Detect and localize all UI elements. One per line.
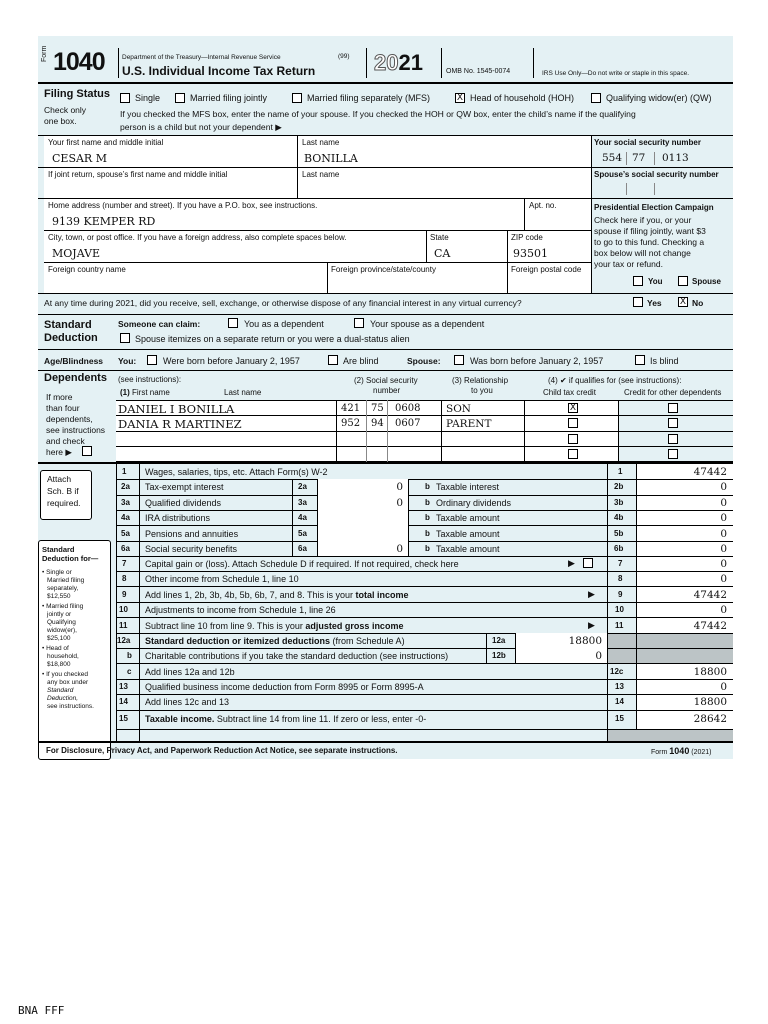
form-1040 — [38, 36, 733, 759]
spouse-born-before-checkbox[interactable] — [454, 355, 464, 365]
line-4b-letter: b — [425, 513, 430, 522]
ssn-part-2[interactable]: 77 — [632, 152, 646, 164]
line-7-number: 7 — [122, 559, 127, 568]
dep-side-3: dependents, — [46, 414, 93, 424]
dependent-1-relationship[interactable]: SON — [446, 403, 471, 415]
standard-deduction-title-2: Deduction — [44, 332, 98, 344]
line-11-box: 11 — [615, 621, 624, 630]
attach-line-1: Attach — [47, 474, 72, 484]
dependent-1-ssn-3[interactable]: 0608 — [395, 403, 421, 414]
line-12c-amount[interactable]: 18800 — [693, 666, 727, 678]
filing-status-subtitle-2: one box. — [44, 116, 77, 126]
line-9-label-a: Add lines 1, 2b, 3b, 4b, 5b, 6b, 7, and 8. This is your — [145, 590, 353, 600]
campaign-text-3: to go to this fund. Checking a — [594, 237, 705, 247]
line-12a-box: 12a — [492, 636, 506, 645]
line-12a-amount[interactable]: 18800 — [568, 635, 602, 647]
line-9-label-b: total income — [355, 590, 409, 600]
dependent-2-ssn-3[interactable]: 0607 — [395, 418, 421, 429]
omb-number: OMB No. 1545-0074 — [446, 68, 511, 75]
sd-line-2: Married filing — [47, 577, 85, 584]
dependent-4-odc-checkbox[interactable] — [668, 449, 678, 459]
sd-title-2: Deduction for— — [42, 554, 99, 563]
dependent-3-ctc-checkbox[interactable] — [568, 434, 578, 444]
dependent-2-ssn-2[interactable]: 94 — [371, 418, 384, 429]
dep-side-2: than four — [46, 403, 80, 413]
line-2a-number: 2a — [121, 482, 130, 491]
age-spouse-label: Spouse: — [407, 356, 441, 366]
line-6b-letter: b — [425, 544, 430, 553]
form-word: Form — [41, 45, 48, 62]
street-input[interactable]: 9139 KEMPER RD — [52, 215, 156, 228]
line-15-label-b: Subtract line 14 from line 11. If zero or less, enter -0- — [216, 714, 427, 724]
sd-line-11: household, — [47, 653, 79, 660]
spouse-first-name-label: If joint return, spouse’s first name and middle initial — [48, 170, 228, 179]
sd-line-15: Standard — [47, 687, 74, 694]
age-blindness-title: Age/Blindness — [44, 356, 104, 366]
campaign-text-5: your tax or refund. — [594, 259, 663, 269]
line-10-number: 10 — [119, 605, 128, 614]
spouse-as-dependent-checkbox[interactable] — [354, 318, 364, 328]
line-1-label: Wages, salaries, tips, etc. Attach Form(s) W-2 — [145, 467, 328, 477]
dependent-1-ssn-1[interactable]: 421 — [341, 403, 361, 414]
line-13-label: Qualified business income deduction from Form 8995 or Form 8995-A — [145, 682, 424, 692]
sd-line-17: see instructions. — [47, 703, 94, 710]
line-15-label-a: Taxable income. — [145, 714, 215, 724]
virtual-yes-label: Yes — [647, 298, 662, 308]
line-12c-letter: c — [127, 667, 132, 676]
ssn-label: Your social security number — [594, 138, 701, 147]
line-11-number: 11 — [119, 621, 128, 630]
line-3a-number: 3a — [121, 498, 130, 507]
line-11-label — [145, 621, 403, 631]
city-input[interactable]: MOJAVE — [52, 247, 101, 260]
foreign-address-area — [44, 263, 591, 293]
city-label: City, town, or post office. If you have a foreign address, also complete spaces below. — [48, 233, 347, 242]
spouse-born-before-label: Was born before January 2, 1957 — [470, 356, 604, 366]
filing-status-title: Filing Status — [44, 88, 110, 100]
campaign-text-1: Check here if you, or your — [594, 215, 692, 225]
you-born-before-label: Were born before January 2, 1957 — [163, 356, 300, 366]
dep-col4-header: (4) ✔ if qualifies for (see instructions): — [548, 376, 682, 385]
line-9-number: 9 — [122, 590, 127, 599]
dep-side-1: If more — [46, 392, 73, 402]
sd-line-7: Qualifying — [47, 619, 76, 626]
line-2b-amount[interactable]: 0 — [720, 481, 727, 493]
line-3a-box: 3a — [298, 498, 307, 507]
spouse-as-dependent-label: Your spouse as a dependent — [370, 319, 485, 329]
single-checkbox[interactable] — [120, 93, 130, 103]
line-5a-label: Pensions and annuities — [145, 529, 239, 539]
line-1-box: 1 — [618, 467, 623, 476]
attach-line-2: Sch. B if — [47, 486, 79, 496]
line-4a-box: 4a — [298, 513, 307, 522]
line-2a-label: Tax-exempt interest — [145, 482, 224, 492]
line-5b-letter: b — [425, 529, 430, 538]
someone-can-claim: Someone can claim: — [118, 319, 201, 329]
sd-line-13: • If you checked — [42, 671, 88, 678]
dependent-1-ssn-2[interactable]: 75 — [371, 403, 384, 414]
campaign-title: Presidential Election Campaign — [594, 203, 714, 212]
married-jointly-checkbox[interactable] — [175, 93, 185, 103]
you-as-dependent-checkbox[interactable] — [228, 318, 238, 328]
line-4b-label: Taxable amount — [436, 513, 500, 523]
apt-label: Apt. no. — [529, 201, 557, 210]
bottom-code: BNA FFF — [18, 1004, 65, 1017]
campaign-you-label: You — [648, 277, 663, 286]
dependent-4-ctc-checkbox[interactable] — [568, 449, 578, 459]
sd-line-1: • Single or — [42, 569, 72, 576]
standard-deduction-box — [38, 540, 111, 760]
spouse-itemizes-checkbox[interactable] — [120, 333, 130, 343]
line-10-amount[interactable]: 0 — [720, 604, 727, 616]
line-15-amount[interactable]: 28642 — [693, 713, 727, 725]
line-10-label: Adjustments to income from Schedule 1, line 26 — [145, 605, 336, 615]
sd-line-14: any box under — [47, 679, 89, 686]
line-3b-label: Ordinary dividends — [436, 498, 512, 508]
spouse-blind-label: Is blind — [650, 356, 679, 366]
first-name-label: Your first name and middle initial — [48, 138, 164, 147]
spouse-itemizes-label: Spouse itemizes on a separate return or you were a dual-status alien — [135, 334, 410, 344]
married-separately-label: Married filing separately (MFS) — [307, 93, 431, 103]
sd-line-9: $25,100 — [47, 635, 71, 642]
you-blind-checkbox[interactable] — [328, 355, 338, 365]
sd-line-6: jointly or — [47, 611, 72, 618]
line-3b-letter: b — [425, 498, 430, 507]
line-2a-amount[interactable]: 0 — [396, 481, 403, 493]
dep-col2b-header: number — [373, 386, 401, 395]
year-suffix: 21 — [398, 50, 423, 75]
line-12c-box: 12c — [610, 667, 624, 676]
dep-col3b-header: to you — [471, 386, 493, 395]
foreign-postal-label: Foreign postal code — [511, 265, 582, 274]
line-7-checkbox[interactable] — [583, 558, 593, 568]
line-8-amount[interactable]: 0 — [720, 573, 727, 585]
line-8-box: 8 — [618, 574, 623, 583]
dependent-2-ctc-checkbox[interactable] — [568, 418, 578, 428]
attach-line-3: required. — [47, 498, 81, 508]
line-3b-box: 3b — [614, 498, 624, 507]
filing-status-subtitle-1: Check only — [44, 105, 87, 115]
dependent-2-odc-checkbox[interactable] — [668, 418, 678, 428]
sd-line-8: widow(er), — [47, 627, 77, 634]
dep-side-5: and check — [46, 436, 85, 446]
line-6a-label: Social security benefits — [145, 544, 238, 554]
line-10-box: 10 — [615, 605, 624, 614]
married-separately-checkbox[interactable] — [292, 93, 302, 103]
line-9-label — [145, 590, 409, 600]
line-4b-box: 4b — [614, 513, 624, 522]
line-5a-number: 5a — [121, 529, 130, 538]
more-dependents-checkbox[interactable] — [82, 446, 92, 456]
form-title: U.S. Individual Income Tax Return — [122, 64, 316, 78]
disclosure-notice: For Disclosure, Privacy Act, and Paperwork Reduction Act Notice, see separate instructions. — [46, 746, 398, 755]
line-13-number: 13 — [119, 682, 128, 691]
line-12a-number: 12a — [117, 636, 131, 645]
department-text: Department of the Treasury—Internal Revenue Service — [122, 54, 281, 61]
filing-status-note-2: person is a child but not your dependent ▶ — [120, 122, 282, 132]
you-blind-label: Are blind — [343, 356, 379, 366]
dependent-1-odc-checkbox[interactable] — [668, 403, 678, 413]
line-12c-label: Add lines 12a and 12b — [145, 667, 235, 677]
line-6a-box: 6a — [298, 544, 307, 553]
line-13-box: 13 — [615, 682, 624, 691]
line-12b-letter: b — [127, 651, 132, 660]
last-name-label: Last name — [302, 138, 340, 147]
year-prefix: 20 — [374, 50, 399, 75]
line-4a-number: 4a — [121, 513, 130, 522]
filing-status-note-1: If you checked the MFS box, enter the name of your spouse. If you checked the HOH or QW box, enter the child’s name if the qualifying — [120, 109, 636, 119]
head-of-household-checkbox[interactable]: X — [456, 93, 464, 103]
line-13-amount[interactable]: 0 — [720, 681, 727, 693]
line-8-number: 8 — [122, 574, 127, 583]
state-input[interactable]: CA — [434, 247, 451, 260]
line-14-box: 14 — [615, 697, 624, 706]
line-15-label — [145, 714, 426, 724]
line-5b-box: 5b — [614, 529, 624, 538]
dependent-2-ssn-1[interactable]: 952 — [341, 418, 361, 429]
spouse-last-name-label: Last name — [302, 170, 340, 179]
footer-form-year: (2021) — [691, 749, 712, 756]
line-5b-label: Taxable amount — [436, 529, 500, 539]
foreign-country-label: Foreign country name — [48, 265, 126, 274]
line-12b-amount[interactable]: 0 — [595, 650, 602, 662]
zip-label: ZIP code — [511, 233, 543, 242]
you-born-before-checkbox[interactable] — [147, 355, 157, 365]
single-label: Single — [135, 93, 161, 103]
ssn-part-3[interactable]: 0113 — [662, 152, 689, 164]
sd-line-3: separately, — [47, 585, 79, 592]
sd-line-16: Deduction, — [47, 695, 79, 702]
line-2b-box: 2b — [614, 482, 624, 491]
you-as-dependent-label: You as a dependent — [244, 319, 324, 329]
dependent-2-name[interactable]: DANIA R MARTINEZ — [118, 417, 242, 431]
line-1-number: 1 — [122, 467, 127, 476]
line-9-box: 9 — [618, 590, 623, 599]
attach-sch-b-note — [40, 470, 92, 520]
form-code: (99) — [338, 53, 350, 60]
line-11-label-a: Subtract line 10 from line 9. This is your — [145, 621, 303, 631]
virtual-currency-question: At any time during 2021, did you receive, sell, exchange, or otherwise dispose of any financial interest in any virtual currency? — [44, 298, 522, 308]
first-name-input[interactable]: CESAR M — [52, 152, 107, 165]
line-11-label-b: adjusted gross income — [305, 621, 404, 631]
line-3a-label: Qualified dividends — [145, 498, 222, 508]
campaign-you-checkbox[interactable] — [633, 276, 643, 286]
line-6a-amount[interactable]: 0 — [396, 543, 403, 555]
shaded-bottom-cell — [607, 729, 733, 741]
line-8-label: Other income from Schedule 1, line 10 — [145, 574, 299, 584]
footer-form-label: Form — [651, 749, 668, 756]
street-label: Home address (number and street). If you have a P.O. box, see instructions. — [48, 201, 318, 210]
dep-side-4: see instructions — [46, 425, 106, 435]
line-3b-amount[interactable]: 0 — [720, 497, 727, 509]
line-15-number: 15 — [119, 714, 128, 723]
line-12b-label: Charitable contributions if you take the standard deduction (see instructions) — [145, 651, 449, 661]
foreign-province-label: Foreign province/state/county — [331, 265, 436, 274]
campaign-spouse-label: Spouse — [692, 277, 721, 286]
line-4a-label: IRA distributions — [145, 513, 211, 523]
last-name-input[interactable]: BONILLA — [304, 152, 358, 165]
sd-line-4: $12,550 — [47, 593, 71, 600]
line-6b-label: Taxable amount — [436, 544, 500, 554]
state-label: State — [430, 233, 449, 242]
ssn-part-1[interactable]: 554 — [602, 152, 623, 164]
footer-form-number: 1040 — [669, 746, 690, 756]
tax-year — [374, 50, 423, 76]
dependent-1-name[interactable]: DANIEL I BONILLA — [118, 402, 235, 416]
zip-input[interactable]: 93501 — [513, 247, 548, 260]
line-1-amount[interactable]: 47442 — [693, 466, 727, 478]
virtual-no-label: No — [692, 298, 704, 308]
line-5b-amount[interactable]: 0 — [720, 528, 727, 540]
line-2b-label: Taxable interest — [436, 482, 500, 492]
dep-col1b-header: Last name — [224, 388, 262, 397]
line-12a-label-a: Standard deduction or itemized deductions — [145, 636, 331, 646]
dependent-1-ctc-checkbox[interactable]: X — [569, 403, 577, 413]
line-7-arrow: ▶ — [568, 558, 575, 568]
line-7-box: 7 — [618, 559, 623, 568]
virtual-no-checkbox[interactable]: X — [679, 297, 687, 307]
line-7-label: Capital gain or (loss). Attach Schedule D if required. If not required, check here — [145, 559, 459, 569]
spouse-ssn-label: Spouse’s social security number — [594, 170, 719, 179]
qualifying-widow-label: Qualifying widow(er) (QW) — [606, 93, 712, 103]
sd-line-10: • Head of — [42, 645, 69, 652]
virtual-yes-checkbox[interactable] — [633, 297, 643, 307]
line-9-amount[interactable]: 47442 — [693, 589, 727, 601]
standard-deduction-title-1: Standard — [44, 319, 92, 331]
line-12a-label-b: (from Schedule A) — [332, 636, 405, 646]
dependent-3-odc-checkbox[interactable] — [668, 434, 678, 444]
age-you-label: You: — [118, 356, 137, 366]
line-6a-number: 6a — [121, 544, 130, 553]
sd-line-12: $18,800 — [47, 661, 71, 668]
dependents-title: Dependents — [44, 372, 107, 384]
dependent-2-relationship[interactable]: PARENT — [446, 418, 492, 430]
line-11-arrow: ▶ — [588, 620, 595, 630]
spouse-blind-checkbox[interactable] — [635, 355, 645, 365]
line-7-amount[interactable]: 0 — [720, 558, 727, 570]
line-11-amount[interactable]: 47442 — [693, 620, 727, 632]
dep-col4a-header: Child tax credit — [543, 388, 596, 397]
line-9-arrow: ▶ — [588, 589, 595, 599]
dep-col1-header: First name — [132, 388, 170, 397]
line-15-box: 15 — [615, 714, 624, 723]
campaign-text-4: box below will not change — [594, 248, 691, 258]
line-6b-box: 6b — [614, 544, 624, 553]
dep-col2-header: (2) Social security — [354, 376, 418, 385]
irs-use-only: IRS Use Only—Do not write or staple in this space. — [542, 70, 690, 77]
footer-form — [651, 746, 712, 756]
sd-line-5: • Married filing — [42, 603, 84, 610]
dep-col4b-header: Credit for other dependents — [624, 388, 722, 397]
line-14-number: 14 — [119, 697, 128, 706]
head-of-household-label: Head of household (HOH) — [470, 93, 575, 103]
line-3a-amount[interactable]: 0 — [396, 497, 403, 509]
line-12b-box: 12b — [492, 651, 506, 660]
dependents-see: (see instructions): — [118, 375, 182, 384]
line-4b-amount[interactable]: 0 — [720, 512, 727, 524]
campaign-spouse-checkbox[interactable] — [678, 276, 688, 286]
line-5a-box: 5a — [298, 529, 307, 538]
line-2b-letter: b — [425, 482, 430, 491]
dep-side-6: here ▶ — [46, 447, 72, 457]
line-12a-label — [145, 636, 405, 646]
dep-col3-header: (3) Relationship — [452, 376, 509, 385]
line-14-label: Add lines 12c and 13 — [145, 697, 230, 707]
qualifying-widow-checkbox[interactable] — [591, 93, 601, 103]
dep-col1-num: (1) — [120, 388, 130, 397]
campaign-text-2: spouse if filing jointly, want $3 — [594, 226, 706, 236]
line-2a-box: 2a — [298, 482, 307, 491]
form-number: 1040 — [53, 48, 105, 76]
married-jointly-label: Married filing jointly — [190, 93, 268, 103]
sd-title-1: Standard — [42, 545, 75, 554]
line-6b-amount[interactable]: 0 — [720, 543, 727, 555]
line-14-amount[interactable]: 18800 — [693, 696, 727, 708]
